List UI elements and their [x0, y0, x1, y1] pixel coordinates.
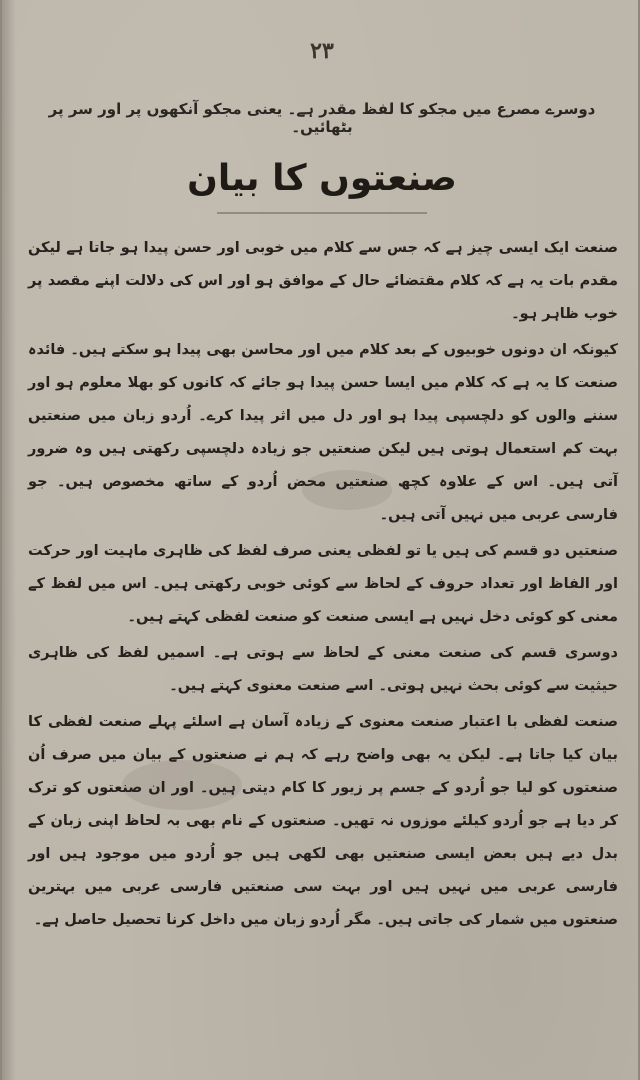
heading-underline: [217, 212, 427, 214]
footnote-line: دوسرے مصرع میں مجکو کا لفظ مقدر ہے۔ یعنی مجکو آنکھوں پر اور سر پر بٹھائیں۔: [48, 100, 596, 136]
paragraph: صنعت ایک ایسی چیز ہے کہ جس سے کلام میں خوبی اور حسن پیدا ہو جاتا ہے لیکن مقدم بات یہ ہے کہ کلام مقتضائے حال کے موافق ہو اور اس کی دلالت اپنے مقصد پر خوب ظاہر ہو۔: [28, 240, 618, 322]
paragraph: کیونکہ ان دونوں خوبیوں کے بعد کلام میں اور محاسن بھی پیدا ہو سکتے ہیں۔ فائدہ صنعت کا یہ ہے کہ کلام میں ایسا حسن پیدا ہو جائے کہ کانوں کو بھلا معلوم ہو اور سننے والوں کو دلچسپی پیدا ہو اور دل میں اثر پیدا کرے۔ اُردو زبان میں صنعتیں بہت کم استعمال ہوتی ہیں لیکن صنعتیں جو زیادہ دلچسپی رکھتی ہیں وہ ضرور آتی ہیں۔ اس کے علاوہ کچھ صنعتیں محض اُردو کے ساتھ مخصوص ہیں۔ جو فارسی عربی میں نہیں آتی ہیں۔: [28, 342, 618, 523]
section-heading: صنعتوں کا بیان: [187, 158, 457, 199]
paragraph: دوسری قسم کی صنعت معنی کے لحاظ سے ہوتی ہے۔ اسمیں لفظ کی ظاہری حیثیت سے کوئی بحث نہیں ہوتی۔ اسے صنعت معنوی کہتے ہیں۔: [28, 645, 618, 694]
paragraph: صنعتیں دو قسم کی ہیں یا تو لفظی یعنی صرف لفظ کی ظاہری ماہیت اور حرکت اور الفاظ اور تعداد حروف کے لحاظ سے کوئی خوبی رکھتی ہیں۔ اس میں لفظ کے معنی کو کوئی دخل نہیں ہے ایسی صنعت کو صنعت لفظی کہتے ہیں۔: [28, 543, 618, 625]
paragraph: صنعت لفظی با اعتبار صنعت معنوی کے زیادہ آسان ہے اسلئے پہلے صنعت لفظی کا بیان کیا جاتا ہے۔ لیکن یہ بھی واضح رہے کہ ہم نے صنعتوں کے بیان میں صرف اُن صنعتوں کو لیا جو اُردو کے جسم پر زیور کا کام دیتی ہیں۔ اور ان صنعتوں کو ترک کر دیا ہے جو اُردو کیلئے موزوں نہ تھیں۔ صنعتوں کے نام بھی بہ لحاظ اپنی زبان کے بدل دیے ہیں بعض ایسی صنعتیں بھی لکھی ہیں جو اُردو میں موجود ہیں اور فارسی عربی میں نہیں ہیں اور بہت سی صنعتیں فارسی عربی میں بہترین صنعتوں میں شمار کی جاتی ہیں۔ مگر اُردو زبان میں داخل کرنا تحصیل حاصل ہے۔: [28, 714, 618, 928]
body-text: [28, 232, 618, 940]
page-number: ۲۳: [310, 38, 334, 64]
